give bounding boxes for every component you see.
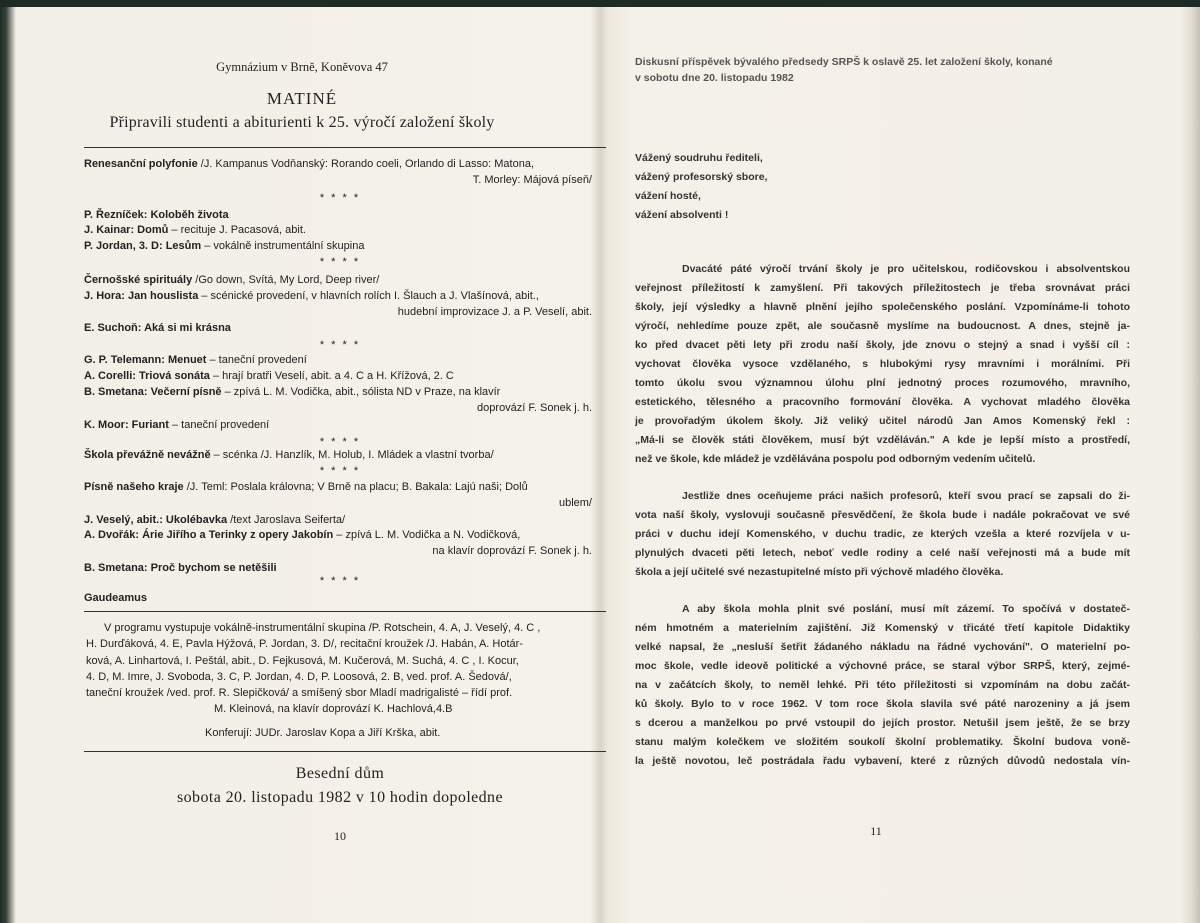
program-line: doprovází F. Sonek j. h.: [477, 402, 592, 414]
paragraph-line: la ještě novotou, leč postrádala řadu vybavení, které z různých důvodů nedostala vín-: [635, 755, 1130, 767]
paragraph-line: vychovat člověka vysoce vzdělaného, s hlubokými rysy mravními i morálními. Při: [635, 358, 1130, 370]
paragraph-line: vota naší školy, vyslovuji současně přesvědčení, že škola bude i nadále pokračovat ve své: [635, 509, 1130, 521]
divider-top: [84, 147, 606, 148]
venue: Besední dům: [295, 765, 385, 782]
credits-line: ková, A. Linhartová, I. Peštál, abit., D. Fejkusová, M. Kučerová, M. Suchá, 4. C , I. Kocur,: [86, 655, 519, 667]
paragraph-line: na v začátcích školy, to neměl lehké. Při této příležitosti si vzpomínám na dobu začát-: [635, 679, 1130, 691]
credits-line: M. Kleinová, na klavír doprovází K. Hachlová,4.B: [214, 703, 453, 715]
section-stars: * * * *: [319, 575, 361, 587]
konferuji-line: Konferují: JUDr. Jaroslav Kopa a Jiří Krška, abit.: [205, 727, 441, 739]
program-line: T. Morley: Májová píseň/: [472, 174, 592, 186]
paragraph-line: Dvacáté páté výročí trvání školy je pro učitelskou, rodičovskou i absolventskou: [682, 263, 1130, 275]
paragraph-line: stanu malým kolečkem ve složitém soukolí školní problematiky. Školní budova voně-: [635, 736, 1130, 748]
credits-line: 4. D, M. Imre, J. Svoboda, 3. C, P. Jordan, 4. D, P. Loosová, 2. B, ved. prof. A. Šedová/,: [86, 671, 512, 683]
page-number-right: 11: [870, 824, 882, 838]
program-line: P. Řezníček: Koloběh života: [84, 209, 229, 221]
paragraph-line: výročí, nehledíme pouze zpět, ale současně myslíme na budoucnost. A dnes, stejně ja-: [635, 320, 1130, 332]
program-line: Gaudeamus: [84, 592, 147, 604]
paragraph-line: škola a její učitelé své nezastupitelné místo při výchově mladého člověka.: [635, 566, 1004, 578]
program-line: na klavír doprovází F. Sonek j. h.: [432, 545, 592, 557]
program-line: G. P. Telemann: Menuet – taneční provedení: [84, 354, 307, 366]
program-line: K. Moor: Furiant – taneční provedení: [84, 419, 270, 431]
program-line: Renesanční polyfonie /J. Kampanus Vodňanský: Rorando coeli, Orlando di Lasso: Matona,: [84, 158, 535, 170]
page-title: MATINÉ: [266, 89, 338, 108]
event-date: sobota 20. listopadu 1982 v 10 hodin dopoledne: [177, 789, 503, 806]
paragraph-line: plynulých dvaceti pěti letech, neboť vedle rodiny a celé naší veřejnosti má a bude mít: [635, 547, 1130, 559]
credits-line: V programu vystupuje vokálně-instrumentální skupina /P. Rotschein, 4. A, J. Veselý, 4. C ,: [104, 622, 541, 634]
section-stars: * * * *: [319, 192, 361, 204]
paragraph-line: než ve škole, kde mládež je vzdělávána pospolu pod odborným vedením učitelů.: [635, 453, 1036, 465]
program-line: J. Kainar: Domů – recituje J. Pacasová, abit.: [84, 224, 306, 236]
program-line: Černošské spirituály /Go down, Svítá, My Lord, Deep river/: [84, 274, 380, 286]
paragraph-line: moc škole, vedle ideově politické a výchovné práce, se staral výbor SRPŠ, který, zejmé-: [635, 660, 1130, 672]
paragraph-line: práci v duchu idejí Komenského, v duchu tradic, ze kterých vzešla a které rozvíjela v u-: [635, 528, 1130, 540]
program-line: J. Hora: Jan houslista – scénické provedení, v hlavních rolích I. Šlauch a J. Vlašínová, abit.,: [84, 290, 539, 302]
speech-heading: Diskusní příspěvek bývalého předsedy SRPŠ k oslavě 25. let založení školy, konané: [635, 56, 1053, 68]
paragraph-line: A aby škola mohla plnit své poslání, musí mít zázemí. To spočívá v dostateč-: [682, 603, 1130, 615]
section-stars: * * * *: [319, 256, 361, 268]
section-stars: * * * *: [319, 465, 361, 477]
right-page: [606, 0, 1200, 923]
program-line: E. Suchoň: Aká si mi krásna: [84, 322, 231, 334]
section-stars: * * * *: [319, 339, 361, 351]
paragraph-line: tomto úkolu svou významnou úlohu plní jednotný proces rozumového, mravního,: [635, 377, 1130, 389]
salutation-line: vážení hosté,: [635, 190, 701, 202]
school-line: Gymnázium v Brně, Koněvova 47: [216, 60, 388, 74]
paragraph-line: ném hmotném a materielním zajištění. Již Komenský v třicáté třetí kapitole Didaktiky: [635, 622, 1130, 634]
salutation-line: vážení absolventi !: [635, 209, 729, 221]
divider-bottom: [84, 751, 606, 752]
credits-line: taneční kroužek /ved. prof. R. Slepičková/ a smíšený sbor Mladí madrigalisté – řídí prof.: [86, 687, 513, 699]
paragraph-line: ků školy. Bylo to v roce 1962. V tom roce škola slavila své páté narozeniny a já jsem: [635, 698, 1130, 710]
paragraph-line: velké napsal, že „nesluší šetřit žádaného nákladu na řádné vychování". O materielní po-: [635, 641, 1130, 653]
program-line: B. Smetana: Večerní písně – zpívá L. M. Vodička, abit., sólista ND v Praze, na klavír: [84, 386, 501, 398]
page-number-left: 10: [334, 829, 346, 843]
program-line: Písně našeho kraje /J. Teml: Poslala královna; V Brně na placu; B. Bakala: Lajú naši; Dolů: [84, 481, 528, 493]
paragraph-line: veřejnost příležitostí k zamyšlení. Při takových příležitostech je třeba srovnávat práci: [635, 282, 1130, 294]
paragraph-line: školy, její výsledky a hlavně plnění jejího společenského poslání. Vzpomínáme-li tohoto: [635, 301, 1130, 313]
program-line: P. Jordan, 3. D: Lesům – vokálně instrumentální skupina: [84, 240, 365, 252]
page-subtitle: Připravili studenti a abiturienti k 25. výročí založení školy: [109, 114, 495, 131]
program-line: hudební improvizace J. a P. Veselí, abit.: [397, 306, 592, 318]
program-line: ublem/: [558, 497, 592, 509]
section-stars: * * * *: [319, 436, 361, 448]
program-line: Škola převážně nevážně – scénka /J. Hanzlík, M. Holub, I. Mládek a vlastní tvorba/: [84, 449, 494, 461]
paragraph-line: je provořadým úkolem školy. Již veliký učitel národů Jan Amos Komenský řekl :: [635, 415, 1130, 427]
speech-heading: v sobotu dne 20. listopadu 1982: [635, 72, 794, 84]
salutation-line: Vážený soudruhu řediteli,: [635, 152, 763, 164]
paragraph-line: „Má-li se člověk státi člověkem, musí být vzděláván." A kde je lepší místo a prostředí,: [635, 434, 1130, 446]
program-line: A. Corelli: Triová sonáta – hrají bratři Veselí, abit. a 4. C a H. Křížová, 2. C: [84, 370, 454, 382]
paragraph-line: ko před dvacet pěti lety při zrodu naší školy, jde znovu o stejný a snad i vyšší cíl :: [635, 339, 1130, 351]
credits-line: H. Durďáková, 4. E, Pavla Hýžová, P. Jordan, 3. D/, recitační kroužek /J. Habán, A. Hotár-: [86, 638, 523, 650]
program-line: J. Veselý, abit.: Ukolébavka /text Jaroslava Seiferta/: [84, 514, 346, 526]
salutation-line: vážený profesorský sbore,: [635, 171, 768, 183]
paragraph-line: Jestliže dnes oceňujeme práci našich profesorů, kteří svou prací se zapsali do ži-: [682, 490, 1130, 502]
paragraph-line: s dcerou a manželkou po prvé vstoupil do jejích prostor. Netušil jsem ještě, že se brzy: [635, 717, 1130, 729]
program-line: A. Dvořák: Árie Jiřího a Terinky z opery Jakobín – zpívá L. M. Vodička a N. Vodičková,: [84, 529, 521, 541]
divider-middle: [84, 611, 606, 612]
program-line: B. Smetana: Proč bychom se netěšili: [84, 562, 277, 574]
paragraph-line: estetického, tělesného a pracovního formování člověka. A vychovat mladého člověka: [635, 396, 1130, 408]
